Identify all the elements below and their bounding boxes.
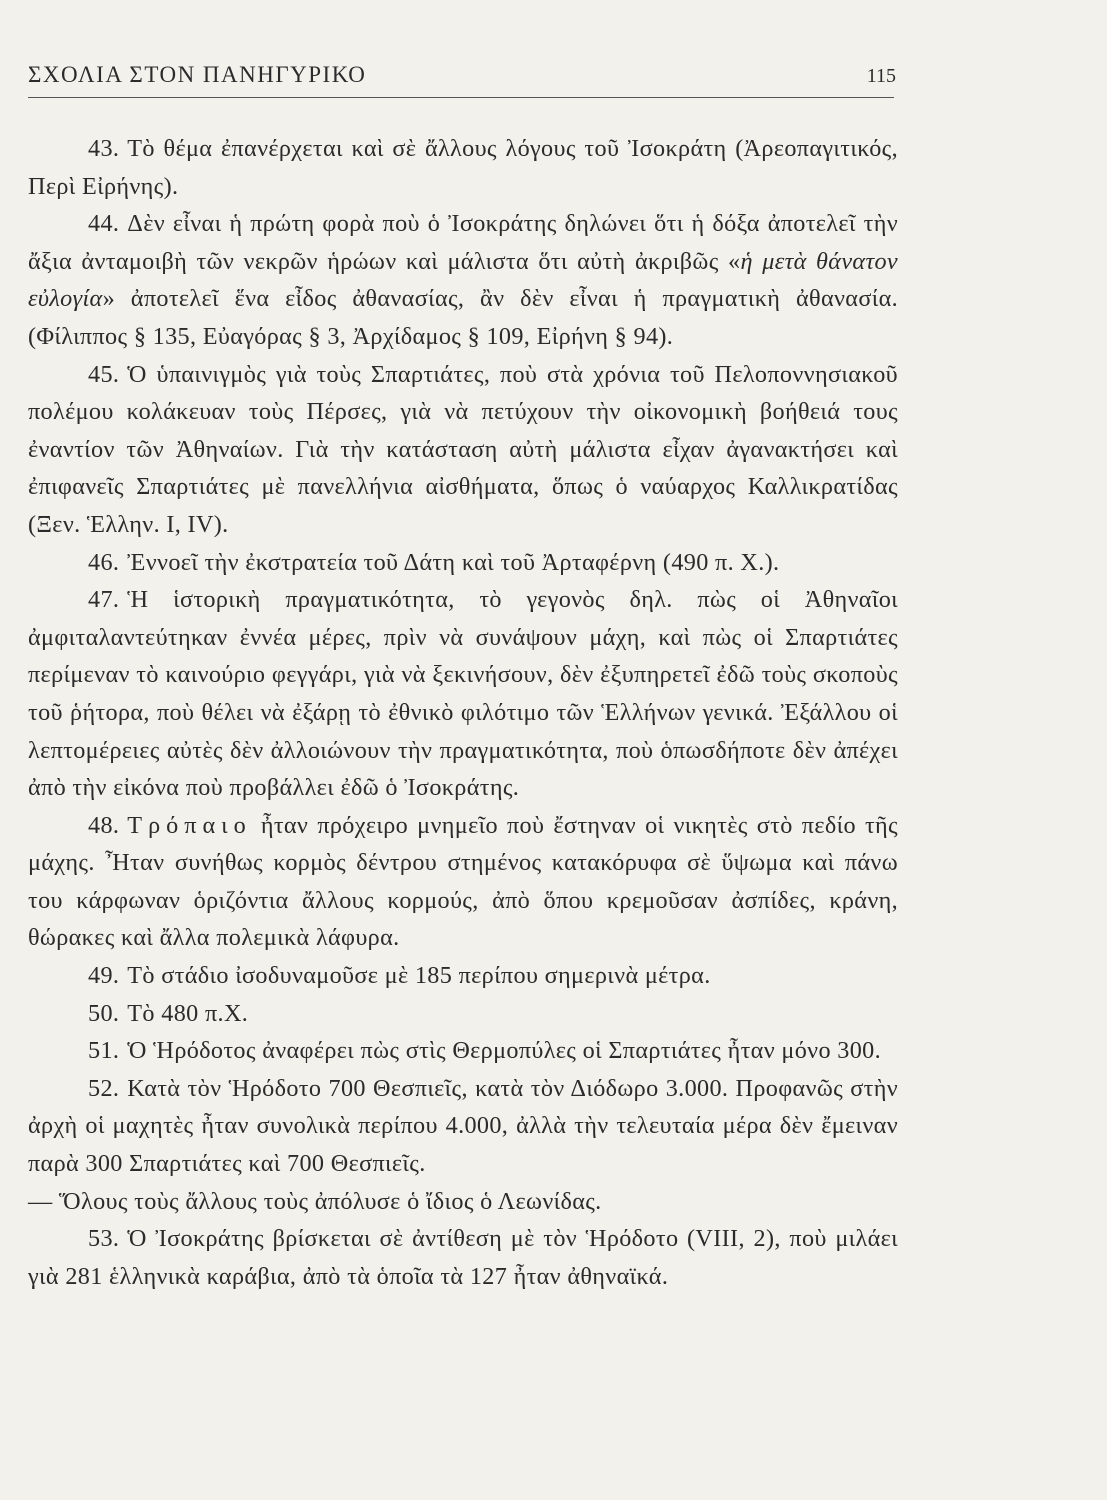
note-text: Τὸ 480 π.Χ.: [127, 999, 249, 1027]
note-quote-italic: ἡ μετὰ θάνατον εὐλογία: [28, 247, 899, 313]
note-number: 43.: [88, 135, 120, 162]
notes-list: [28, 130, 898, 1295]
note-text: — Ὅλους τοὺς ἄλλους τοὺς ἀπόλυσε ὁ ἴδιος ὁ Λεωνίδας.: [28, 1187, 602, 1215]
note-46: [28, 544, 898, 582]
note-47: [28, 581, 898, 807]
note-52: [28, 1070, 898, 1183]
note-number: 46.: [88, 548, 120, 576]
note-number: 50.: [88, 999, 120, 1027]
note-text: Ἐννοεῖ τὴν ἐκστρατεία τοῦ Δάτη καὶ τοῦ Ἀρταφέρνη (490 π. Χ.).: [127, 548, 780, 576]
note-text: Ὁ Ἰσοκράτης βρίσκεται σὲ ἀντίθεση μὲ τὸν Ἡρόδοτο (VIII, 2), ποὺ μιλάει γιὰ 281 ἑλληνικὰ καράβια, ἀπὸ τὰ ὁποῖα τὰ 127 ἦταν ἀθηναϊκά.: [28, 1225, 898, 1290]
note-text: Δὲν εἶναι ἡ πρώτη φορὰ ποὺ ὁ Ἰσοκράτης δηλώνει ὅτι ἡ δόξα ἀποτελεῖ τὴν ἄξια ἀνταμοιβὴ τῶν νεκρῶν ἡρώων καὶ μάλιστα ὅτι αὐτὴ ἀκριβῶς «: [28, 210, 898, 275]
note-number: 49.: [88, 962, 120, 990]
note-number: 51.: [88, 1037, 120, 1065]
note-number: 48.: [88, 811, 120, 839]
note-53: [28, 1220, 898, 1295]
note-text: Ἡ ἱστορικὴ πραγματικότητα, τὸ γεγονὸς δηλ. πὼς οἱ Ἀθηναῖοι ἀμφιταλαντεύτηκαν ἐννέα μέρες, πρὶν νὰ συνάψουν μάχη, καὶ πὼς οἱ Σπαρτιάτες περίμεναν τὸ καινούριο φεγγάρι, γιὰ νὰ ξεκινήσουν, δὲν ἐξυπηρετεῖ ἐδῶ τοὺς σκοποὺς τοῦ ῥήτορα, ποὺ θέλει νὰ ἐξάρῃ τὸ ἐθνικὸ φιλότιμο τῶν Ἑλλήνων γενικά. Ἐξάλλου οἱ λεπτομέρειες αὐτὲς δὲν ἀλλοιώνουν τὴν πραγματικότητα, ποὺ ὁπωσδήποτε δὲν ἀπέχει ἀπὸ τὴν εἰκόνα ποὺ προβάλλει ἐδῶ ὁ Ἰσοκράτης.: [28, 586, 898, 802]
running-title: ΣΧΟΛΙΑ ΣΤΟΝ ΠΑΝΗΓΥΡΙΚΟ: [28, 62, 367, 87]
note-text: Τὸ θέμα ἐπανέρχεται καὶ σὲ ἄλλους λόγους τοῦ Ἰσοκράτη (Ἀρεοπαγιτικός, Περὶ Εἰρήνης).: [28, 135, 898, 200]
note-number: 47.: [88, 586, 120, 614]
note-51: [28, 1032, 898, 1070]
note-text: ἦταν πρόχειρο μνημεῖο ποὺ ἔστηναν οἱ νικητὲς στὸ πεδίο τῆς μάχης. Ἦταν συνήθως κορμὸς δέντρου στημένος κατακόρυφα σὲ ὕψωμα καὶ πάνω του κάρφωναν ὁριζόντια ἄλλους κορμούς, ἀπὸ ὅπου κρεμοῦσαν ἀσπίδες, κράνη, θώρακες καὶ ἄλλα πολεμικὰ λάφυρα.: [28, 811, 898, 952]
note-number: 53.: [88, 1225, 120, 1253]
running-head: [28, 62, 896, 88]
note-text: Ὁ Ἡρόδοτος ἀναφέρει πὼς στὶς Θερμοπύλες οἱ Σπαρτιάτες ἦταν μόνο 300.: [127, 1037, 882, 1065]
note-44: [28, 205, 898, 355]
note-number: 45.: [88, 360, 120, 388]
note-text: Τὸ στάδιο ἰσοδυναμοῦσε μὲ 185 περίπου σημερινὰ μέτρα.: [127, 962, 711, 990]
header-rule: [28, 97, 894, 98]
page-number: 115: [866, 65, 896, 87]
note-text: » ἀποτελεῖ ἕνα εἶδος ἀθανασίας, ἂν δὲν εἶναι ἡ πραγματικὴ ἀθανασία. (Φίλιππος § 135, Εὐαγόρας § 3, Ἀρχίδαμος § 109, Εἰρήνη § 94).: [28, 285, 898, 350]
note-text: Ὁ ὑπαινιγμὸς γιὰ τοὺς Σπαρτιάτες, ποὺ στὰ χρόνια τοῦ Πελοποννησιακοῦ πολέμου κολάκευαν τοὺς Πέρσες, γιὰ νὰ πετύχουν τὴν οἰκονομικὴ βοήθειά τους ἐναντίον τῶν Ἀθηναίων. Γιὰ τὴν κατάσταση αὐτὴ μάλιστα εἶχαν ἀγανακτήσει καὶ ἐπιφανεῖς Σπαρτιάτες μὲ πανελλήνια αἰσθήματα, ὅπως ὁ ναύαρχος Καλλικρατίδας (Ξεν. Ἑλλην. Ι, IV).: [28, 360, 898, 538]
note-43: [28, 130, 898, 205]
note-number: 44.: [88, 210, 120, 238]
note-52-continuation: [28, 1183, 898, 1221]
note-50: [28, 995, 898, 1033]
note-45: [28, 356, 898, 544]
note-term-spaced: Τρόπαιο: [127, 811, 252, 839]
note-text: Κατὰ τὸν Ἡρόδοτο 700 Θεσπιεῖς, κατὰ τὸν Διόδωρο 3.000. Προφανῶς στὴν ἀρχὴ οἱ μαχητὲς ἦταν συνολικὰ περίπου 4.000, ἀλλὰ τὴν τελευταία μέρα δὲν ἔμειναν παρὰ 300 Σπαρτιάτες καὶ 700 Θεσπιεῖς.: [28, 1074, 898, 1178]
note-49: [28, 957, 898, 995]
note-number: 52.: [88, 1074, 120, 1102]
note-48: [28, 807, 898, 957]
